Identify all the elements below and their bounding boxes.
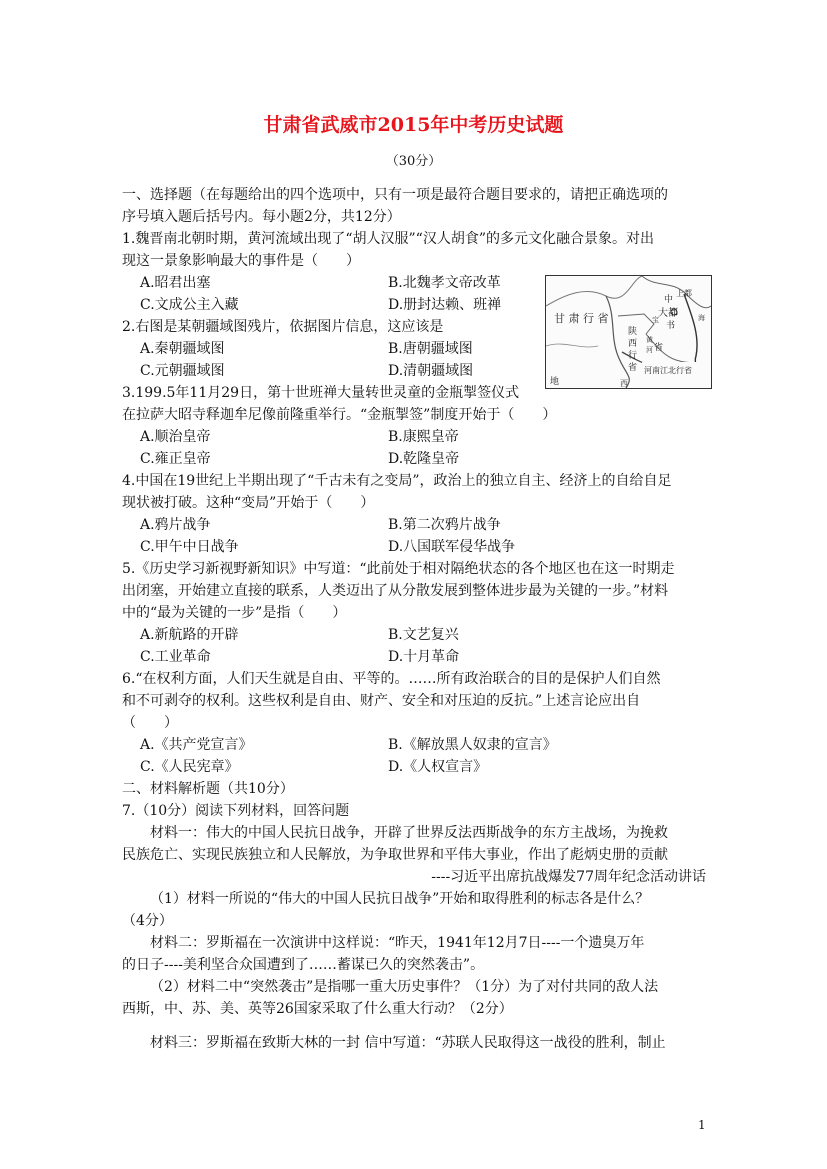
q5-option-a: A.新航路的开辟	[140, 627, 239, 643]
page-title: 甘肃省武威市2015年中考历史试题	[263, 114, 564, 136]
map-label-dadu: 大都	[658, 308, 678, 319]
q7-stem: 7.（10分）阅读下列材料，回答问题	[122, 803, 350, 819]
map-drawing	[546, 276, 711, 388]
q6-stem-line2: 和不可剥夺的权利。这些权利是自由、财产、安全和对压迫的反抗。”上述言论应出自	[122, 693, 641, 709]
map-label-shangdu: 上都	[676, 289, 692, 298]
dynasty-map-fragment	[545, 275, 712, 389]
section1-heading-line1: 一、选择题（在每题给出的四个选项中，只有一项是最符合题目要求的，请把正确选项的	[122, 187, 668, 203]
map-label-zhong: 中	[664, 295, 674, 305]
q2-option-c: C.元朝疆域图	[140, 363, 225, 379]
map-label-shu: 书	[666, 321, 676, 331]
q5-option-b: B.文艺复兴	[388, 627, 459, 643]
map-label-huang: 黄	[646, 336, 653, 344]
section1-heading-line2: 序号填入题后括号内。每小题2分，共12分）	[122, 209, 401, 225]
q3-option-c: C.雍正皇帝	[140, 451, 211, 467]
q6-option-d: D.《人权宣言》	[388, 759, 488, 775]
q5-option-c: C.工业革命	[140, 649, 211, 665]
map-label-shaanxi-2: 西	[628, 339, 638, 349]
q4-option-c: C.甲午中日战争	[140, 539, 239, 555]
q3-options-row1	[122, 426, 706, 448]
section2-heading: 二、材料解析题（共10分）	[122, 781, 294, 797]
page-number: 1	[698, 1118, 706, 1132]
q1-stem-line1: 1.魏晋南北朝时期，黄河流域出现了“胡人汉服”“汉人胡食”的多元文化融合景象。对出	[122, 231, 654, 247]
q1-stem-line2: 现这一景象影响最大的事件是（ ）	[122, 253, 360, 269]
q5-option-d: D.十月革命	[388, 649, 460, 665]
q4-option-a: A.鸦片战争	[140, 517, 211, 533]
map-label-gansu: 甘 肃 行 省	[554, 312, 609, 325]
map-label-shaanxi-1: 陕	[628, 327, 638, 337]
q5-stem-line1: 5.《历史学习新视野新知识》中写道：“此前处于相对隔绝状态的各个地区也在这一时期走	[122, 561, 675, 577]
q2-option-b: B.唐朝疆域图	[388, 341, 473, 357]
q6-option-a: A.《共产党宣言》	[140, 737, 253, 753]
q4-option-d: D.八国联军侵华战争	[388, 539, 516, 555]
q7-material3-line1: 材料三：罗斯福在致斯大林的一封 信中写道：“苏联人民取得这一战役的胜利，制止	[150, 1035, 666, 1051]
q7-material2-line2: 的日子----美利坚合众国遭到了……蓄谋已久的突然袭击”。	[122, 957, 485, 973]
q4-stem-line1: 4.中国在19世纪上半期出现了“千古未有之变局”，政治上的独立自主、经济上的自给自足	[122, 473, 672, 489]
map-label-hai: 海	[698, 314, 705, 322]
map-label-xi: 西	[620, 379, 628, 388]
q6-option-b: B.《解放黑人奴隶的宣言》	[388, 737, 557, 753]
q3-options-row2	[122, 448, 706, 470]
q4-options-row2	[122, 536, 706, 558]
q7-material1-line2: 民族危亡、实现民族独立和人民解放，为争取世界和平伟大事业，作出了彪炳史册的贡献	[122, 847, 668, 863]
map-label-henan: 河南江北行省	[644, 366, 692, 375]
q6-option-c: C.《人民宪章》	[140, 759, 239, 775]
q4-options-row1	[122, 514, 706, 536]
q7-sub1-line1: （1）材料一所说的“伟大的中国人民抗日战争”开始和取得胜利的标志各是什么？	[150, 891, 650, 907]
q3-stem-line1: 3.199.5年11月29日，第十世班禅大量转世灵童的金瓶掣签仪式	[122, 385, 520, 401]
q7-material1-line1: 材料一：伟大的中国人民抗日战争，开辟了世界反法西斯战争的东方主战场，为挽救	[150, 825, 668, 841]
map-label-sheng: 省	[654, 343, 664, 353]
map-label-shaanxi-3: 行	[628, 351, 638, 361]
q3-option-b: B.康熙皇帝	[388, 429, 459, 445]
map-label-di: 地	[550, 377, 560, 387]
q6-options-row2	[122, 756, 706, 778]
map-label-he: 河	[646, 346, 653, 354]
q1-option-d: D.册封达赖、班禅	[388, 297, 502, 313]
q2-option-d: D.清朝疆域图	[388, 363, 474, 379]
q3-stem-line2: 在拉萨大昭寺释迦牟尼像前隆重举行。“金瓶掣签”制度开始于（ ）	[122, 407, 557, 423]
q4-stem-line2: 现状被打破。这种“变局”开始于（ ）	[122, 495, 375, 511]
q6-stem-line3: （ ）	[122, 715, 178, 731]
map-label-bao: 宝	[652, 316, 659, 324]
q7-sub2-line2: 西斯，中、苏、美、英等26国家采取了什么重大行动？（2分）	[122, 1001, 513, 1017]
q3-option-a: A.顺治皇帝	[140, 429, 211, 445]
score-note: （30分）	[385, 154, 442, 169]
map-label-shaanxi-4: 省	[628, 363, 638, 373]
q6-stem-line1: 6.“在权利方面，人们天生就是自由、平等的。……所有政治联合的目的是保护人们自然	[122, 671, 661, 687]
q3-option-d: D.乾隆皇帝	[388, 451, 460, 467]
q6-options-row1	[122, 734, 706, 756]
q4-option-b: B.第二次鸦片战争	[388, 517, 501, 533]
q5-stem-line3: 中的“最为关键的一步”是指（ ）	[122, 605, 347, 621]
q5-options-row1	[122, 624, 706, 646]
q7-material2-line1: 材料二：罗斯福在一次演讲中这样说：“昨天，1941年12月7日----一个遗臭万年	[150, 935, 645, 951]
q7-sub2-line1: （2）材料二中“突然袭击”是指哪一重大历史事件？（1分）为了对付共同的敌人法	[150, 979, 659, 995]
q7-material1-source: ----习近平出席抗战爆发77周年纪念活动讲话	[431, 869, 706, 885]
q7-sub1-line2: （4分）	[122, 913, 173, 929]
q2-stem: 2.右图是某朝疆域图残片，依据图片信息，这应该是	[122, 319, 444, 335]
q1-option-b: B.北魏孝文帝改革	[388, 275, 501, 291]
q5-options-row2	[122, 646, 706, 668]
q1-option-c: C.文成公主入藏	[140, 297, 239, 313]
q5-stem-line2: 出闭塞，开始建立直接的联系，人类迈出了从分散发展到整体进步最为关键的一步。”材料	[122, 583, 669, 599]
q2-option-a: A.秦朝疆域图	[140, 341, 225, 357]
q1-option-a: A.昭君出塞	[140, 275, 211, 291]
